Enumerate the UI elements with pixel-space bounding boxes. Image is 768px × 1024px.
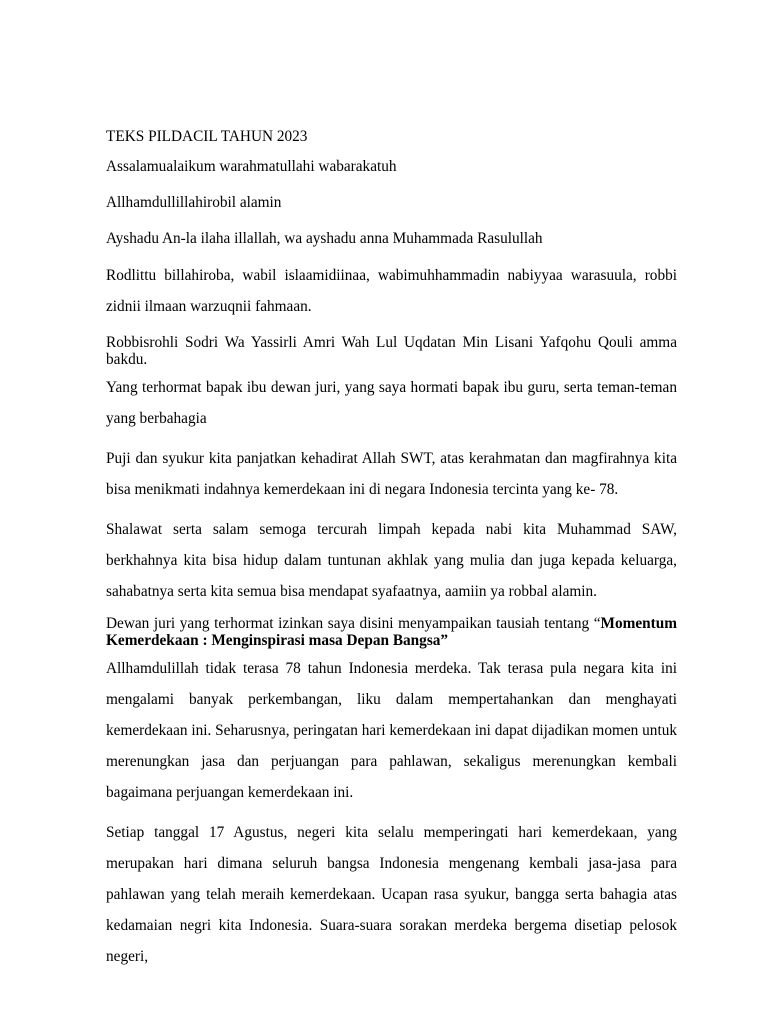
syahadat-paragraph: Ayshadu An-la ilaha illallah, wa ayshadu anna Muhammada Rasulullah: [106, 230, 543, 247]
greeting-paragraph: Assalamualaikum warahmatullahi wabarakatuh: [106, 158, 397, 175]
intro-paragraph: [106, 615, 677, 649]
document-title: TEKS PILDACIL TAHUN 2023: [106, 128, 308, 145]
ridho-paragraph: Rodlittu billahiroba, wabil islaamidiinaa, wabimuhhammadin nabiyyaa warasuula, robbi zidnii ilmaan warzuqnii fahmaan.: [106, 267, 677, 315]
doa-paragraph: Robbisrohli Sodri Wa Yassirli Amri Wah Lul Uqdatan Min Lisani Yafqohu Qouli amma bakdu.: [106, 334, 677, 368]
salutation-paragraph: Yang terhormat bapak ibu dewan juri, yang saya hormati bapak ibu guru, serta teman-teman yang berbahagia: [106, 379, 677, 427]
puji-paragraph: Puji dan syukur kita panjatkan kehadirat Allah SWT, atas kerahmatan dan magfirahnya kita bisa menikmati indahnya kemerdekaan ini di negara Indonesia tercinta yang ke- 78.: [106, 450, 677, 498]
body-paragraph-1: Allhamdulillah tidak terasa 78 tahun Indonesia merdeka. Tak terasa pula negara kita ini mengalami banyak perkembangan, liku dalam mempertahankan dan menghayati kemerdekaan ini. Seharusnya, peringatan hari kemerdekaan ini dapat dijadikan momen untuk merenungkan jasa dan perjuangan para pahlawan, sekaligus merenungkan kembali bagaimana perjuangan kemerdekaan ini.: [106, 660, 677, 801]
document-page: [106, 127, 677, 974]
intro-text: Dewan juri yang terhormat izinkan saya disini menyampaikan tausiah tentang “: [106, 615, 601, 632]
hamdalah-paragraph: Allhamdullillahirobil alamin: [106, 194, 282, 211]
shalawat-paragraph: Shalawat serta salam semoga tercurah limpah kepada nabi kita Muhammad SAW, berkhahnya kita bisa hidup dalam tuntunan akhlak yang mulia dan juga kepada keluarga, sahabatnya serta kita semua bisa mendapat syafaatnya, aamiin ya robbal alamin.: [106, 521, 677, 600]
body-paragraph-2: Setiap tanggal 17 Agustus, negeri kita selalu memperingati hari kemerdekaan, yang merupakan hari dimana seluruh bangsa Indonesia mengenang kembali jasa-jasa para pahlawan yang telah meraih kemerdekaan. Ucapan rasa syukur, bangga serta bahagia atas kedamaian negri kita Indonesia. Suara-suara sorakan merdeka bergema disetiap pelosok negeri,: [106, 824, 677, 965]
intro-topic-title: Momentum Kemerdekaan : Menginspirasi masa Depan Bangsa”: [106, 615, 677, 649]
